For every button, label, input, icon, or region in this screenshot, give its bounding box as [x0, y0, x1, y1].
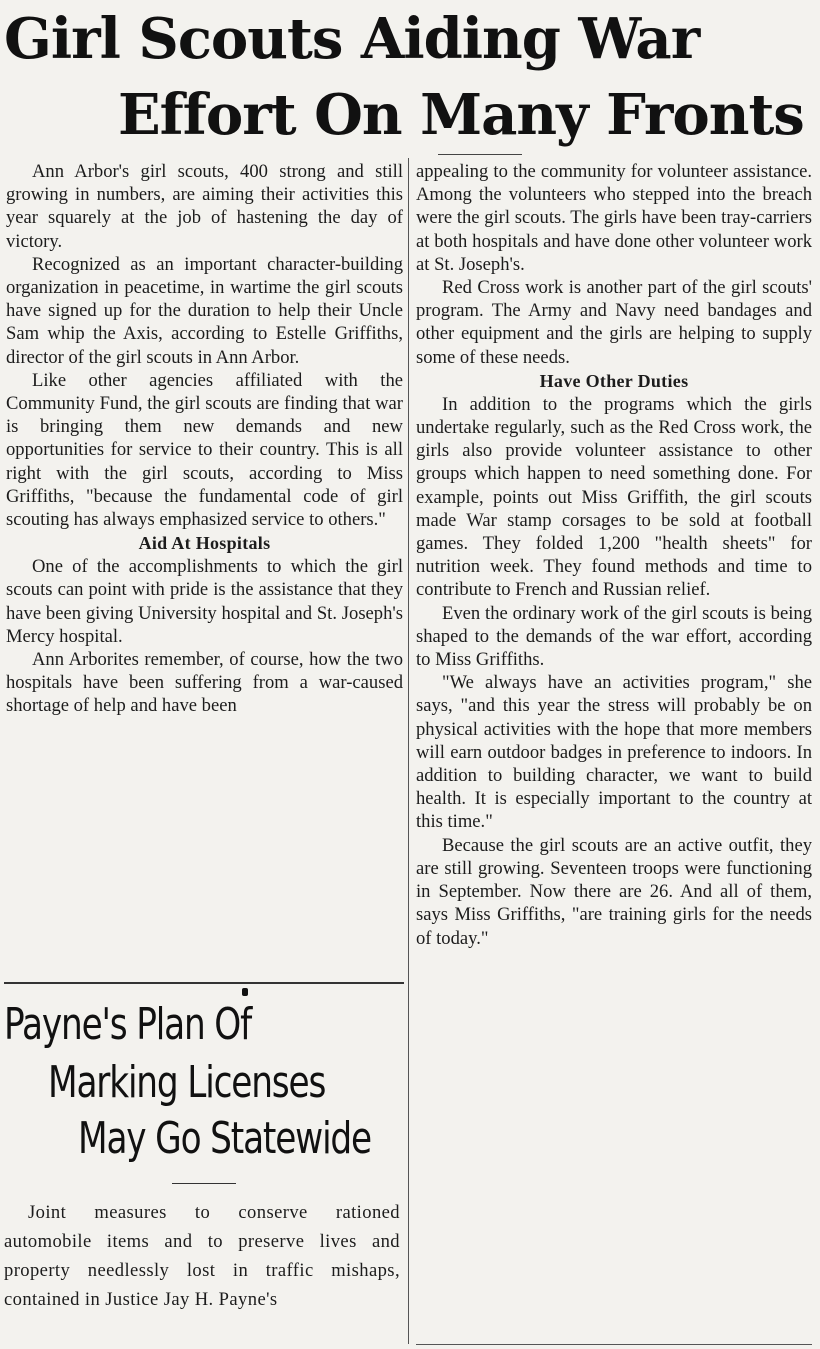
- second-headline-line-1: Payne's Plan Of: [4, 999, 252, 1050]
- article-paragraph: Red Cross work is another part of the girl scouts' program. The Army and Navy need bandages and other equipment and the girls are helping to supply some of these needs.: [416, 277, 812, 368]
- headline-rule: [438, 154, 522, 155]
- article-paragraph: One of the accomplishments to which the girl scouts can point with pride is the assistance that they have been giving University hospital and St. Joseph's Mercy hospital.: [6, 556, 403, 647]
- second-article-body: [4, 1198, 400, 1314]
- subhead-aid-at-hospitals: Aid At Hospitals: [138, 533, 271, 554]
- subhead-have-other-duties: Have Other Duties: [539, 370, 689, 391]
- article-paragraph: Because the girl scouts are an active outfit, they are still growing. Seventeen troops were functioning in September. Now there are 26. And all of them, says Miss Griffiths, "are training girls for the needs of today.": [416, 834, 812, 949]
- article-paragraph: Like other agencies affiliated with the Community Fund, the girl scouts are finding that war is bringing them new demands and new opportunities for service to their country. This is all right with the girl scouts, according to Miss Griffiths, "because the fundamental code of girl scouting has always emphasized service to others.": [6, 369, 403, 531]
- ink-mark: [242, 988, 248, 996]
- article-paragraph: Ann Arborites remember, of course, how the two hospitals have been suffering from a war-caused shortage of help and have been: [6, 649, 403, 717]
- article-paragraph: Joint measures to conserve rationed automobile items and to preserve lives and property needlessly lost in traffic mishaps, contained in Justice Jay H. Payne's: [4, 1202, 400, 1310]
- column-divider: [408, 158, 409, 1344]
- article-separator-rule: [4, 982, 404, 984]
- second-headline-rule: [172, 1183, 236, 1184]
- article-paragraph: Recognized as an important character-building organization in peacetime, in wartime the girl scouts have signed up for the duration to help their Uncle Sam whip the Axis, according to Estelle Griffiths, director of the girl scouts in Ann Arbor.: [6, 253, 403, 368]
- second-headline-line-3: May Go Statewide: [78, 1113, 371, 1164]
- bottom-rule: [416, 1344, 812, 1345]
- article-left-column: [6, 160, 403, 718]
- article-paragraph: "We always have an activities program," she says, "and this year the stress will probably be on physical activities with the hope that more members will earn outdoor badges in preference to indoors. In addition to building character, we want to build health. It is especially important to the country at this time.": [416, 672, 812, 833]
- article-paragraph: Even the ordinary work of the girl scouts is being shaped to the demands of the war effort, according to Miss Griffiths.: [416, 602, 812, 671]
- headline-line-1: Girl Scouts Aiding War: [4, 6, 700, 72]
- article-right-column: [416, 160, 812, 950]
- article-paragraph: Ann Arbor's girl scouts, 400 strong and still growing in numbers, are aiming their activities this year squarely at the job of hastening the day of victory.: [6, 161, 403, 252]
- article-continuation: appealing to the community for volunteer assistance. Among the volunteers who stepped into the breach were the girl scouts. The girls have been tray-carriers at both hospitals and have done other volunteer work at St. Joseph's.: [416, 161, 812, 275]
- second-headline-line-2: Marking Licenses: [48, 1057, 326, 1108]
- headline-line-2: Effort On Many Fronts: [118, 82, 804, 148]
- article-paragraph: In addition to the programs which the girls undertake regularly, such as the Red Cross work, the girls also provide volunteer assistance to other groups which happen to need something done. For example, points out Miss Griffith, the girl scouts made War stamp corsages to be sold at football games. They folded 1,200 "health sheets" for nutrition week. They found methods and time to contribute to French and Russian relief.: [416, 393, 812, 601]
